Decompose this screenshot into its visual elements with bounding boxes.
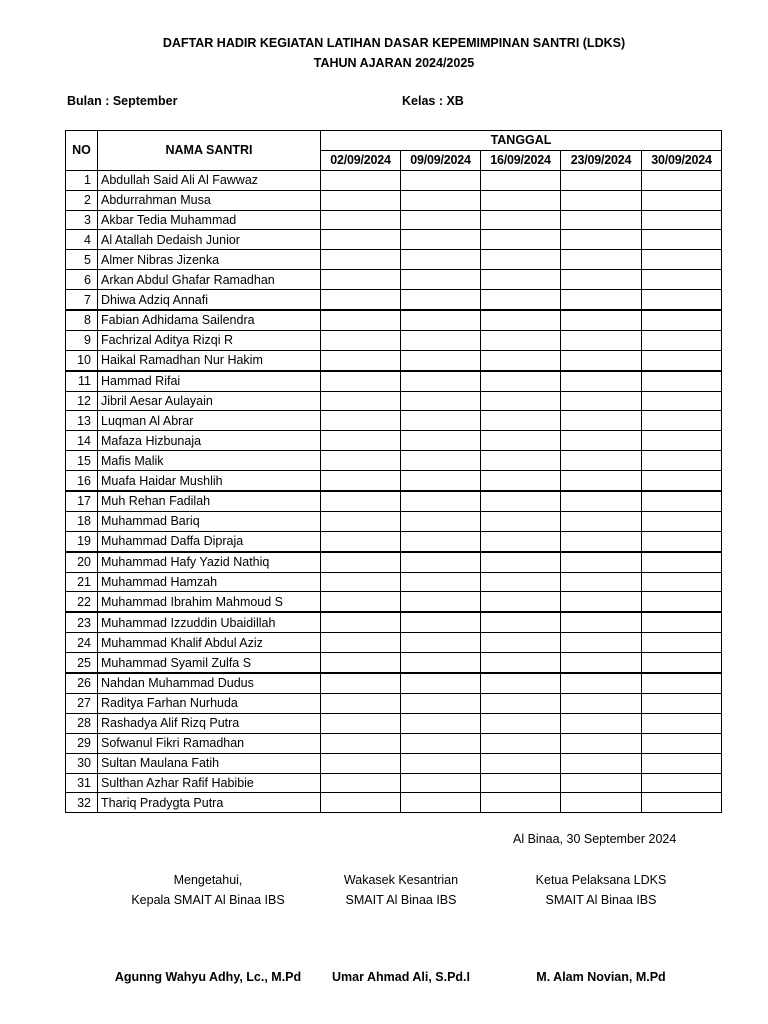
attendance-cell bbox=[481, 310, 561, 330]
row-number: 9 bbox=[66, 330, 98, 350]
attendance-cell bbox=[401, 793, 481, 813]
date-header: 09/09/2024 bbox=[401, 150, 481, 170]
attendance-cell bbox=[481, 451, 561, 471]
row-number: 6 bbox=[66, 270, 98, 290]
student-name: Muhammad Hafy Yazid Nathiq bbox=[98, 552, 321, 572]
attendance-cell bbox=[401, 391, 481, 411]
attendance-cell bbox=[642, 330, 722, 350]
attendance-cell bbox=[481, 713, 561, 733]
attendance-cell bbox=[561, 210, 642, 230]
attendance-cell bbox=[401, 612, 481, 632]
attendance-cell bbox=[401, 633, 481, 653]
attendance-cell bbox=[321, 793, 401, 813]
signature-line2: Kepala SMAIT Al Binaa IBS bbox=[131, 893, 285, 907]
header-nama-santri: NAMA SANTRI bbox=[98, 131, 321, 171]
table-row bbox=[66, 491, 722, 511]
student-name: Muhammad Khalif Abdul Aziz bbox=[98, 633, 321, 653]
attendance-cell bbox=[481, 371, 561, 391]
table-row bbox=[66, 773, 722, 793]
attendance-cell bbox=[642, 633, 722, 653]
row-number: 20 bbox=[66, 552, 98, 572]
attendance-cell bbox=[561, 371, 642, 391]
table-row bbox=[66, 230, 722, 250]
table-row bbox=[66, 713, 722, 733]
attendance-cell bbox=[401, 190, 481, 210]
attendance-cell bbox=[321, 210, 401, 230]
attendance-cell bbox=[642, 653, 722, 673]
student-name: Muh Rehan Fadilah bbox=[98, 491, 321, 511]
date-header: 02/09/2024 bbox=[321, 150, 401, 170]
attendance-cell bbox=[321, 552, 401, 572]
academic-year: TAHUN AJARAN 2024/2025 bbox=[313, 56, 475, 70]
attendance-cell bbox=[642, 411, 722, 431]
attendance-cell bbox=[481, 431, 561, 451]
attendance-cell bbox=[561, 733, 642, 753]
signature-block-principal bbox=[108, 870, 308, 984]
student-name: Mafaza Hizbunaja bbox=[98, 431, 321, 451]
student-name: Raditya Farhan Nurhuda bbox=[98, 693, 321, 713]
attendance-cell bbox=[321, 270, 401, 290]
attendance-cell bbox=[401, 451, 481, 471]
attendance-cell bbox=[481, 511, 561, 531]
table-row bbox=[66, 270, 722, 290]
attendance-cell bbox=[642, 190, 722, 210]
table-row bbox=[66, 170, 722, 190]
attendance-cell bbox=[561, 592, 642, 612]
attendance-cell bbox=[561, 350, 642, 370]
attendance-cell bbox=[321, 693, 401, 713]
attendance-cell bbox=[321, 733, 401, 753]
attendance-cell bbox=[321, 190, 401, 210]
row-number: 24 bbox=[66, 633, 98, 653]
attendance-cell bbox=[401, 310, 481, 330]
table-row bbox=[66, 190, 722, 210]
attendance-cell bbox=[321, 773, 401, 793]
student-name: Muhammad Ibrahim Mahmoud S bbox=[98, 592, 321, 612]
row-number: 21 bbox=[66, 572, 98, 592]
student-name: Haikal Ramadhan Nur Hakim bbox=[98, 350, 321, 370]
place-date: Al Binaa, 30 September 2024 bbox=[513, 832, 677, 846]
table-row bbox=[66, 592, 722, 612]
attendance-cell bbox=[561, 673, 642, 693]
attendance-cell bbox=[561, 290, 642, 310]
table-row bbox=[66, 673, 722, 693]
attendance-cell bbox=[561, 633, 642, 653]
attendance-cell bbox=[481, 753, 561, 773]
attendance-cell bbox=[481, 531, 561, 551]
attendance-cell bbox=[481, 250, 561, 270]
attendance-cell bbox=[642, 471, 722, 491]
attendance-cell bbox=[642, 612, 722, 632]
row-number: 28 bbox=[66, 713, 98, 733]
attendance-cell bbox=[642, 290, 722, 310]
table-row bbox=[66, 753, 722, 773]
student-name: Muhammad Hamzah bbox=[98, 572, 321, 592]
student-name: Fabian Adhidama Sailendra bbox=[98, 310, 321, 330]
table-row bbox=[66, 391, 722, 411]
attendance-cell bbox=[401, 511, 481, 531]
attendance-cell bbox=[561, 572, 642, 592]
student-name: Nahdan Muhammad Dudus bbox=[98, 673, 321, 693]
student-name: Almer Nibras Jizenka bbox=[98, 250, 321, 270]
attendance-cell bbox=[401, 330, 481, 350]
attendance-cell bbox=[401, 773, 481, 793]
student-name: Sofwanul Fikri Ramadhan bbox=[98, 733, 321, 753]
attendance-rows bbox=[66, 170, 722, 813]
row-number: 31 bbox=[66, 773, 98, 793]
header-no: NO bbox=[66, 131, 98, 171]
row-number: 29 bbox=[66, 733, 98, 753]
attendance-cell bbox=[561, 411, 642, 431]
attendance-cell bbox=[642, 572, 722, 592]
attendance-cell bbox=[321, 753, 401, 773]
student-name: Fachrizal Aditya Rizqi R bbox=[98, 330, 321, 350]
student-name: Muhammad Bariq bbox=[98, 511, 321, 531]
attendance-cell bbox=[481, 330, 561, 350]
attendance-cell bbox=[561, 793, 642, 813]
attendance-cell bbox=[481, 190, 561, 210]
table-row bbox=[66, 531, 722, 551]
table-row bbox=[66, 310, 722, 330]
row-number: 19 bbox=[66, 531, 98, 551]
attendance-cell bbox=[401, 531, 481, 551]
row-number: 12 bbox=[66, 391, 98, 411]
attendance-cell bbox=[401, 713, 481, 733]
table-row bbox=[66, 411, 722, 431]
attendance-cell bbox=[481, 471, 561, 491]
student-name: Muafa Haidar Mushlih bbox=[98, 471, 321, 491]
attendance-cell bbox=[481, 572, 561, 592]
attendance-cell bbox=[401, 230, 481, 250]
attendance-cell bbox=[481, 592, 561, 612]
attendance-cell bbox=[481, 411, 561, 431]
row-number: 11 bbox=[66, 371, 98, 391]
attendance-cell bbox=[481, 673, 561, 693]
attendance-cell bbox=[321, 612, 401, 632]
attendance-cell bbox=[321, 491, 401, 511]
attendance-cell bbox=[642, 270, 722, 290]
attendance-cell bbox=[642, 491, 722, 511]
attendance-cell bbox=[321, 592, 401, 612]
attendance-cell bbox=[481, 633, 561, 653]
attendance-cell bbox=[401, 431, 481, 451]
signature-line1: Mengetahui, bbox=[173, 873, 243, 887]
attendance-cell bbox=[642, 733, 722, 753]
attendance-cell bbox=[321, 653, 401, 673]
student-name: Sulthan Azhar Rafif Habibie bbox=[98, 773, 321, 793]
table-row bbox=[66, 572, 722, 592]
signature-block-ketua bbox=[510, 870, 692, 984]
attendance-cell bbox=[642, 170, 722, 190]
attendance-cell bbox=[321, 411, 401, 431]
table-row bbox=[66, 451, 722, 471]
attendance-cell bbox=[561, 391, 642, 411]
attendance-cell bbox=[401, 592, 481, 612]
signature-block-wakasek bbox=[320, 870, 482, 984]
attendance-cell bbox=[642, 793, 722, 813]
attendance-cell bbox=[642, 511, 722, 531]
student-name: Arkan Abdul Ghafar Ramadhan bbox=[98, 270, 321, 290]
attendance-cell bbox=[481, 350, 561, 370]
student-name: Abdullah Said Ali Al Fawwaz bbox=[98, 170, 321, 190]
attendance-cell bbox=[401, 753, 481, 773]
date-header: 30/09/2024 bbox=[642, 150, 722, 170]
attendance-cell bbox=[561, 170, 642, 190]
row-number: 1 bbox=[66, 170, 98, 190]
row-number: 25 bbox=[66, 653, 98, 673]
attendance-cell bbox=[321, 531, 401, 551]
attendance-cell bbox=[321, 713, 401, 733]
row-number: 4 bbox=[66, 230, 98, 250]
student-name: Dhiwa Adziq Annafi bbox=[98, 290, 321, 310]
student-name: Abdurrahman Musa bbox=[98, 190, 321, 210]
attendance-cell bbox=[401, 210, 481, 230]
attendance-cell bbox=[481, 733, 561, 753]
attendance-cell bbox=[561, 531, 642, 551]
attendance-cell bbox=[401, 733, 481, 753]
row-number: 7 bbox=[66, 290, 98, 310]
attendance-cell bbox=[561, 471, 642, 491]
student-name: Muhammad Daffa Dipraja bbox=[98, 531, 321, 551]
attendance-table bbox=[65, 130, 722, 813]
date-header: 23/09/2024 bbox=[561, 150, 642, 170]
row-number: 5 bbox=[66, 250, 98, 270]
attendance-cell bbox=[561, 612, 642, 632]
student-name: Akbar Tedia Muhammad bbox=[98, 210, 321, 230]
attendance-cell bbox=[401, 572, 481, 592]
attendance-cell bbox=[561, 713, 642, 733]
attendance-cell bbox=[481, 391, 561, 411]
row-number: 15 bbox=[66, 451, 98, 471]
attendance-cell bbox=[642, 552, 722, 572]
attendance-cell bbox=[561, 753, 642, 773]
attendance-cell bbox=[321, 572, 401, 592]
attendance-cell bbox=[321, 431, 401, 451]
signature-line1: Wakasek Kesantrian bbox=[343, 873, 459, 887]
attendance-cell bbox=[321, 371, 401, 391]
table-row bbox=[66, 612, 722, 632]
row-number: 3 bbox=[66, 210, 98, 230]
attendance-cell bbox=[481, 612, 561, 632]
attendance-cell bbox=[561, 552, 642, 572]
row-number: 26 bbox=[66, 673, 98, 693]
signatory-name: Agunng Wahyu Adhy, Lc., M.Pd bbox=[114, 970, 302, 984]
attendance-cell bbox=[642, 230, 722, 250]
table-row bbox=[66, 653, 722, 673]
signatory-name: M. Alam Novian, M.Pd bbox=[536, 970, 666, 984]
student-name: Sultan Maulana Fatih bbox=[98, 753, 321, 773]
attendance-cell bbox=[642, 451, 722, 471]
table-row bbox=[66, 471, 722, 491]
attendance-cell bbox=[481, 491, 561, 511]
table-row bbox=[66, 350, 722, 370]
row-number: 8 bbox=[66, 310, 98, 330]
attendance-cell bbox=[481, 653, 561, 673]
table-row bbox=[66, 733, 722, 753]
attendance-cell bbox=[561, 773, 642, 793]
signature-line2: SMAIT Al Binaa IBS bbox=[545, 893, 657, 907]
document-title: DAFTAR HADIR KEGIATAN LATIHAN DASAR KEPEMIMPINAN SANTRI (LDKS) bbox=[162, 36, 626, 50]
row-number: 2 bbox=[66, 190, 98, 210]
attendance-cell bbox=[401, 693, 481, 713]
signature-line2: SMAIT Al Binaa IBS bbox=[345, 893, 457, 907]
student-name: Mafis Malik bbox=[98, 451, 321, 471]
attendance-cell bbox=[561, 330, 642, 350]
table-row bbox=[66, 250, 722, 270]
attendance-cell bbox=[321, 451, 401, 471]
student-name: Rashadya Alif Rizq Putra bbox=[98, 713, 321, 733]
month-label: Bulan : September bbox=[67, 94, 178, 108]
attendance-cell bbox=[561, 230, 642, 250]
attendance-cell bbox=[561, 431, 642, 451]
row-number: 22 bbox=[66, 592, 98, 612]
attendance-cell bbox=[642, 310, 722, 330]
attendance-cell bbox=[401, 491, 481, 511]
header-tanggal: TANGGAL bbox=[321, 131, 722, 151]
class-label: Kelas : XB bbox=[402, 94, 464, 108]
attendance-cell bbox=[401, 290, 481, 310]
attendance-cell bbox=[561, 250, 642, 270]
table-row bbox=[66, 431, 722, 451]
attendance-cell bbox=[481, 170, 561, 190]
attendance-cell bbox=[321, 290, 401, 310]
student-name: Thariq Pradygta Putra bbox=[98, 793, 321, 813]
attendance-cell bbox=[642, 350, 722, 370]
row-number: 17 bbox=[66, 491, 98, 511]
student-name: Al Atallah Dedaish Junior bbox=[98, 230, 321, 250]
attendance-cell bbox=[642, 531, 722, 551]
attendance-cell bbox=[481, 793, 561, 813]
table-row bbox=[66, 290, 722, 310]
attendance-cell bbox=[321, 330, 401, 350]
row-number: 23 bbox=[66, 612, 98, 632]
attendance-cell bbox=[561, 190, 642, 210]
table-row bbox=[66, 371, 722, 391]
attendance-cell bbox=[321, 511, 401, 531]
attendance-cell bbox=[401, 170, 481, 190]
attendance-cell bbox=[481, 210, 561, 230]
attendance-cell bbox=[321, 471, 401, 491]
attendance-cell bbox=[561, 511, 642, 531]
table-row bbox=[66, 210, 722, 230]
attendance-cell bbox=[481, 552, 561, 572]
attendance-cell bbox=[642, 210, 722, 230]
date-header: 16/09/2024 bbox=[481, 150, 561, 170]
row-number: 16 bbox=[66, 471, 98, 491]
attendance-cell bbox=[321, 350, 401, 370]
attendance-cell bbox=[321, 673, 401, 693]
attendance-cell bbox=[642, 431, 722, 451]
attendance-cell bbox=[401, 250, 481, 270]
attendance-cell bbox=[561, 451, 642, 471]
attendance-cell bbox=[401, 552, 481, 572]
attendance-cell bbox=[481, 290, 561, 310]
student-name: Luqman Al Abrar bbox=[98, 411, 321, 431]
student-name: Jibril Aesar Aulayain bbox=[98, 391, 321, 411]
attendance-cell bbox=[481, 270, 561, 290]
attendance-cell bbox=[561, 491, 642, 511]
attendance-cell bbox=[561, 653, 642, 673]
row-number: 13 bbox=[66, 411, 98, 431]
student-name: Hammad Rifai bbox=[98, 371, 321, 391]
row-number: 30 bbox=[66, 753, 98, 773]
attendance-cell bbox=[401, 411, 481, 431]
attendance-cell bbox=[321, 391, 401, 411]
table-row bbox=[66, 693, 722, 713]
attendance-cell bbox=[561, 310, 642, 330]
attendance-cell bbox=[481, 693, 561, 713]
row-number: 10 bbox=[66, 350, 98, 370]
row-number: 27 bbox=[66, 693, 98, 713]
attendance-cell bbox=[642, 371, 722, 391]
attendance-cell bbox=[401, 270, 481, 290]
table-row bbox=[66, 633, 722, 653]
signatory-name: Umar Ahmad Ali, S.Pd.I bbox=[332, 970, 470, 984]
attendance-cell bbox=[401, 471, 481, 491]
attendance-cell bbox=[401, 673, 481, 693]
attendance-cell bbox=[401, 350, 481, 370]
table-row bbox=[66, 511, 722, 531]
attendance-cell bbox=[642, 713, 722, 733]
attendance-cell bbox=[401, 653, 481, 673]
row-number: 18 bbox=[66, 511, 98, 531]
row-number: 14 bbox=[66, 431, 98, 451]
table-row bbox=[66, 552, 722, 572]
attendance-cell bbox=[401, 371, 481, 391]
row-number: 32 bbox=[66, 793, 98, 813]
attendance-cell bbox=[642, 693, 722, 713]
attendance-cell bbox=[642, 250, 722, 270]
student-name: Muhammad Izzuddin Ubaidillah bbox=[98, 612, 321, 632]
attendance-cell bbox=[642, 673, 722, 693]
attendance-cell bbox=[642, 391, 722, 411]
attendance-cell bbox=[642, 592, 722, 612]
table-row bbox=[66, 793, 722, 813]
table-row bbox=[66, 330, 722, 350]
attendance-cell bbox=[561, 270, 642, 290]
student-name: Muhammad Syamil Zulfa S bbox=[98, 653, 321, 673]
attendance-cell bbox=[321, 633, 401, 653]
attendance-cell bbox=[321, 310, 401, 330]
attendance-cell bbox=[321, 250, 401, 270]
attendance-cell bbox=[642, 753, 722, 773]
attendance-cell bbox=[481, 773, 561, 793]
attendance-cell bbox=[481, 230, 561, 250]
attendance-cell bbox=[321, 170, 401, 190]
attendance-cell bbox=[321, 230, 401, 250]
attendance-cell bbox=[561, 693, 642, 713]
attendance-cell bbox=[642, 773, 722, 793]
signature-line1: Ketua Pelaksana LDKS bbox=[535, 873, 667, 887]
